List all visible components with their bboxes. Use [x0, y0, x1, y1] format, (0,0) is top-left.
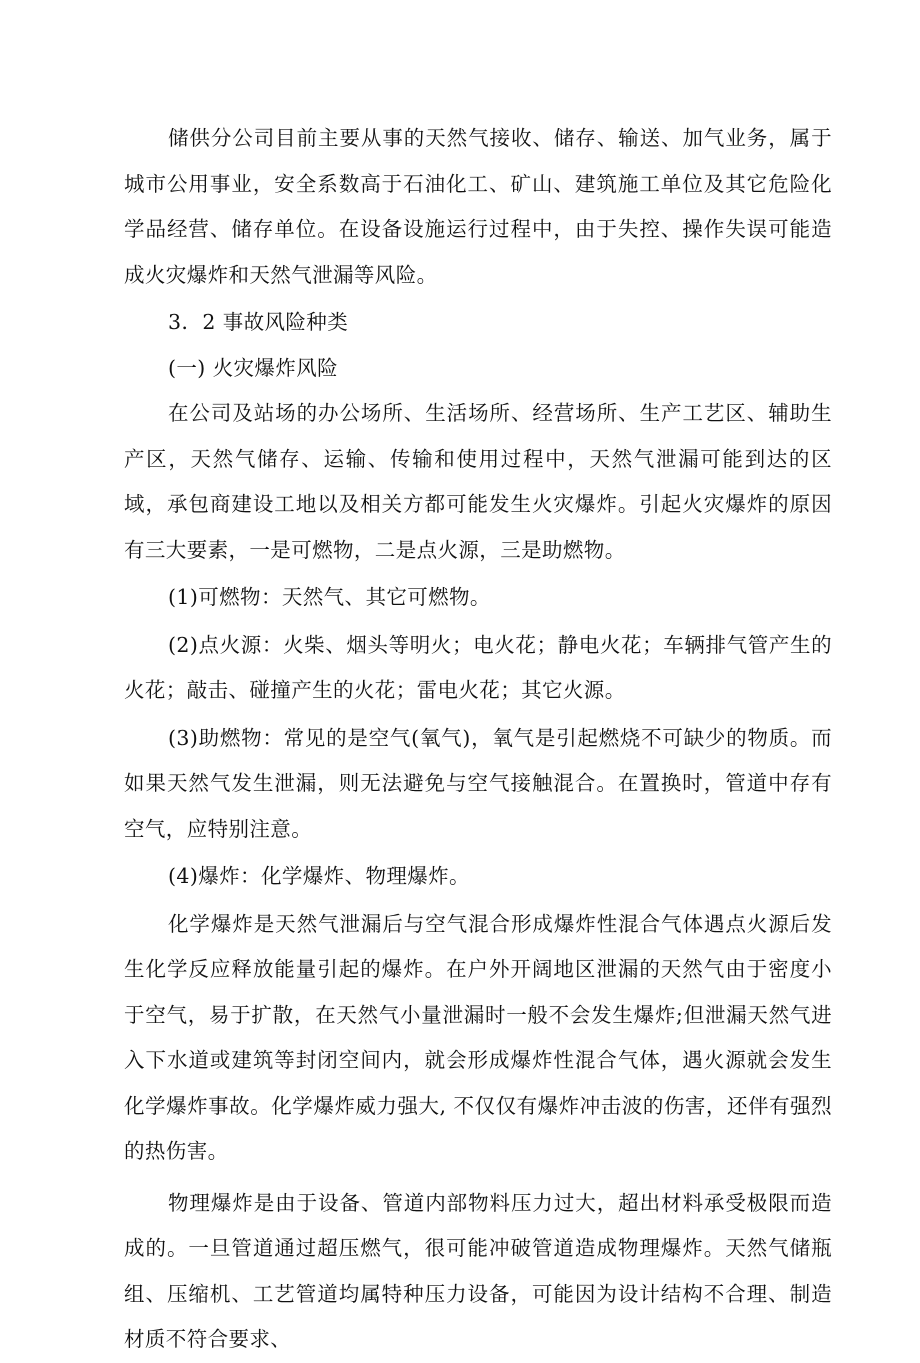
subsection-heading-fire-explosion: (一) 火灾爆炸风险 — [168, 355, 339, 380]
paragraph-physical-explosion: 物理爆炸是由于设备、管道内部物料压力过大，超出材料承受极限而造成的。一旦管道通过超压燃气，很可能冲破管道造成物理爆炸。天然气储瓶组、压缩机、工艺管道均属特种压力设备，可能因为设计结构不合理、制造材质不符合要求、 — [124, 1190, 832, 1351]
paragraph-business-overview: 储供分公司目前主要从事的天然气接收、储存、输送、加气业务，属于城市公用事业，安全系数高于石油化工、矿山、建筑施工单位及其它危险化学品经营、储存单位。在设备设施运行过程中，由于失控、操作失误可能造成火灾爆炸和天然气泄漏等风险。 — [124, 126, 832, 287]
paragraph-combustibles: (1)可燃物：天然气、其它可燃物。 — [168, 585, 491, 609]
paragraph-ignition-sources: (2)点火源：火柴、烟头等明火；电火花；静电火花；车辆排气管产生的火花；敲击、碰撞产生的火花；雷电火花；其它火源。 — [124, 632, 832, 702]
section-heading-accident-risk-types: 3．2 事故风险种类 — [168, 310, 349, 334]
paragraph-explosion-types: (4)爆炸：化学爆炸、物理爆炸。 — [168, 864, 470, 888]
paragraph-fire-explosion-areas: 在公司及站场的办公场所、生活场所、经营场所、生产工艺区、辅助生产区，天然气储存、运输、传输和使用过程中，天然气泄漏可能到达的区域，承包商建设工地以及相关方都可能发生火灾爆炸。引起火灾爆炸的原因有三大要素，一是可燃物，二是点火源，三是助燃物。 — [124, 401, 832, 562]
document-body — [124, 116, 832, 1363]
paragraph-oxidizers: (3)助燃物：常见的是空气(氧气)，氧气是引起燃烧不可缺少的物质。而如果天然气发生泄漏，则无法避免与空气接触混合。在置换时，管道中存有空气，应特别注意。 — [124, 725, 832, 841]
paragraph-chemical-explosion: 化学爆炸是天然气泄漏后与空气混合形成爆炸性混合气体遇点火源后发生化学反应释放能量引起的爆炸。在户外开阔地区泄漏的天然气由于密度小于空气，易于扩散，在天然气小量泄漏时一般不会发生爆炸;但泄漏天然气进入下水道或建筑等封闭空间内，就会形成爆炸性混合气体，遇火源就会发生化学爆炸事故。化学爆炸威力强大, 不仅仅有爆炸冲击波的伤害，还伴有强烈的热伤害。 — [124, 911, 832, 1163]
